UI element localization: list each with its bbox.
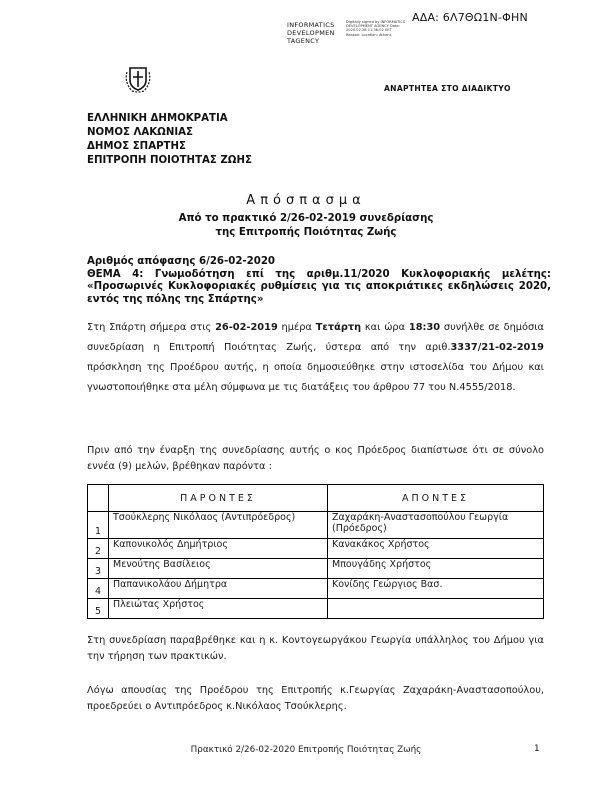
absent-member: Κανακάκος Χρήστος xyxy=(328,539,544,559)
subject: ΘΕΜΑ 4: Γνωμοδότηση επί της αριθμ.11/2020 Κυκλοφοριακής μελέτης: «Προσωρινές Κυκλοφοριακές ρυθμίσεις για τις αποκριάτικες εκδηλώσεις 2020, εντός της πόλης της Σπάρτης» xyxy=(87,268,551,305)
issuer-header xyxy=(87,112,252,168)
header-line: ΕΛΛΗΝΙΚΗ ΔΗΜΟΚΡΑΤΙΑ xyxy=(87,113,228,124)
text: ημέρα xyxy=(277,322,316,333)
table-row xyxy=(88,512,544,539)
row-number: 2 xyxy=(88,539,109,559)
present-member: Πλειώτας Χρήστος xyxy=(109,599,328,619)
absent-member xyxy=(328,599,544,619)
header-line: ΔΗΜΟΣ ΣΠΑΡΤΗΣ xyxy=(87,141,186,152)
digital-signature-details: Digitally signed by INFORMATICS DEVELOPMENT AGENCY Date: 2020.02.28 11:36:02 EET Reason: Location: Athens xyxy=(346,20,406,37)
absent-header: ΑΠΟΝΤΕΣ xyxy=(328,485,544,512)
minutes-committee: της Επιτροπής Ποιότητας Ζωής xyxy=(215,227,397,238)
ida-line: TAGENCY xyxy=(287,37,320,45)
secretary-paragraph: Στη συνεδρίαση παραβρέθηκε και η κ. Κοντογεωργάκου Γεωργία υπάλληλος του Δήμου για την τήρηση των πρακτικών. xyxy=(87,635,544,662)
text: πρόσκληση της Προέδρου αυτής, η οποία δημοσιεύθηκε στην ιστοσελίδα του Δήμου και γνωστοποιήθηκε στα μέλη σύμφωνα με τις διατάξεις του άρθρου 77 του Ν.4555/2018. xyxy=(87,362,544,393)
decision-block xyxy=(87,256,551,306)
ida-line: DEVELOPMEN xyxy=(287,29,335,37)
present-member: Τσούκλερης Νικόλαος (Αντιπρόεδρος) xyxy=(109,512,328,539)
table-row xyxy=(88,579,544,599)
absent-member: Κονίδης Γεώργιος Βασ. xyxy=(328,579,544,599)
text: συνήλθε σε δημόσια συνεδρίαση η Επιτροπή Ποιότητας Ζωής, ύστερα από την αριθ. xyxy=(87,322,544,353)
quorum-paragraph: Πριν από την έναρξη της συνεδρίασης αυτής ο κος Πρόεδρος διαπίστωσε ότι σε σύνολο εννέα (9) μελών, βρέθηκαν παρόντα : xyxy=(87,445,544,472)
session-date: 26-02-2019 xyxy=(215,322,278,333)
document-title: Απόσπασμα xyxy=(246,193,366,208)
table-row xyxy=(88,539,544,559)
decision-number: Αριθμός απόφασης 6/26-02-2020 xyxy=(87,256,275,267)
row-number: 4 xyxy=(88,579,109,599)
minutes-reference: Από το πρακτικό 2/26-02-2019 συνεδρίασης xyxy=(178,213,434,224)
absent-member: Μπουγάδης Χρήστος xyxy=(328,559,544,579)
row-number: 5 xyxy=(88,599,109,619)
present-member: Καπονικολός Δημήτριος xyxy=(109,539,328,559)
session-day: Τετάρτη xyxy=(315,322,362,333)
row-number: 1 xyxy=(88,512,109,539)
greek-coat-of-arms-icon xyxy=(124,64,152,94)
attendance-table xyxy=(87,484,544,619)
num-header xyxy=(88,485,109,512)
table-row xyxy=(88,559,544,579)
page-footer: Πρακτικό 2/26-02-2020 Επιτροπής Ποιότητας Ζωής xyxy=(190,745,422,755)
present-member: Μενούτης Βασίλειος xyxy=(109,559,328,579)
header-line: ΕΠΙΤΡΟΠΗ ΠΟΙΟΤΗΤΑΣ ΖΩΗΣ xyxy=(87,155,252,166)
session-paragraph xyxy=(87,318,544,398)
table-header-row xyxy=(88,485,544,512)
present-header: ΠΑΡΟΝΤΕΣ xyxy=(109,485,328,512)
posting-note: ΑΝΑΡΤΗΤΕΑ ΣΤΟ ΔΙΑΔΙΚΤΥΟ xyxy=(384,84,511,93)
header-line: ΝΟΜΟΣ ΛΑΚΩΝΙΑΣ xyxy=(87,127,193,138)
row-number: 3 xyxy=(88,559,109,579)
text: Στη Σπάρτη σήμερα στις xyxy=(87,322,216,333)
absent-member: Ζαχαράκη-Αναστασοπούλου Γεωργία (Πρόεδρος) xyxy=(328,512,544,539)
present-member: Παπανικολάου Δήμητρα xyxy=(109,579,328,599)
page-number: 1 xyxy=(534,744,540,754)
chair-paragraph: Λόγω απουσίας της Προέδρου της Επιτροπής κ.Γεωργίας Ζαχαράκη-Αναστασοπούλου, προεδρεύει ο Αντιπρόεδρος κ.Νικόλαος Τσούκλερης. xyxy=(87,685,544,712)
text: και ώρα xyxy=(361,322,409,333)
ida-line: INFORMATICS xyxy=(287,21,335,29)
invitation-number: 3337/21-02-2019 xyxy=(450,342,544,353)
ada-code: ΑΔΑ: 6Λ7ΘΩ1Ν-ΦΗΝ xyxy=(412,11,528,24)
table-row xyxy=(88,599,544,619)
session-time: 18:30 xyxy=(408,322,441,333)
